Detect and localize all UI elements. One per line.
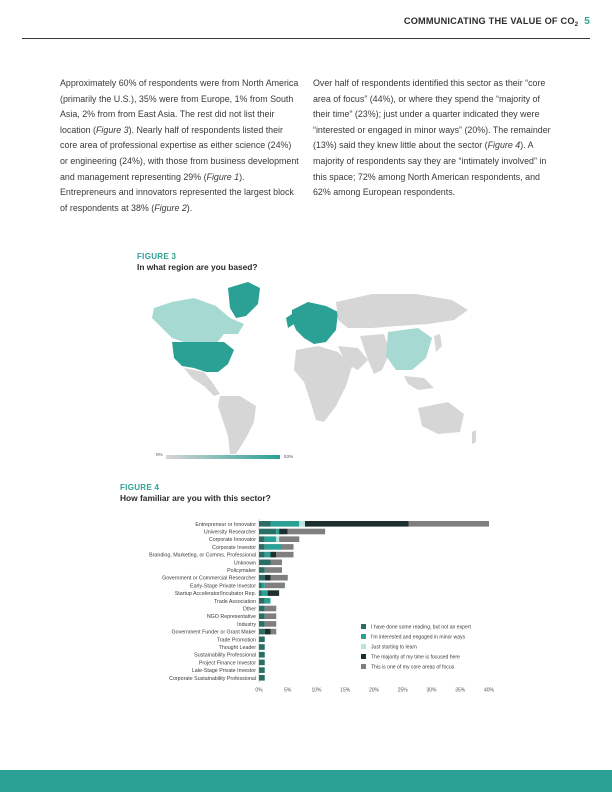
category-label: Startup Accelerator/Incubator Rep. bbox=[174, 591, 256, 598]
map-south-america bbox=[218, 396, 256, 454]
footer-band bbox=[0, 770, 612, 792]
map-mexico bbox=[184, 368, 220, 396]
category-label: Late-Stage Private Investor bbox=[191, 668, 256, 675]
bar-segment bbox=[265, 567, 282, 573]
map-greenland bbox=[228, 282, 260, 318]
legend-label: Just starting to learn bbox=[371, 644, 417, 651]
bar-segment bbox=[276, 536, 279, 542]
category-label: Branding, Marketing, or Comms. Professional bbox=[149, 552, 256, 559]
legend-swatch bbox=[361, 624, 366, 629]
bar-segment bbox=[259, 644, 265, 650]
header-title: COMMUNICATING THE VALUE OF CO bbox=[403, 16, 575, 26]
bar-segment bbox=[259, 560, 271, 566]
category-label: Trade Association bbox=[214, 598, 256, 605]
category-label: Corporate Investor bbox=[212, 544, 256, 551]
category-label: University Researcher bbox=[203, 529, 256, 536]
bar-segment bbox=[259, 652, 265, 658]
legend-label: This is one of my core areas of focus bbox=[371, 664, 455, 671]
category-label: Sustainability Professional bbox=[194, 652, 256, 659]
bar-segment bbox=[259, 660, 265, 666]
bar-segment bbox=[259, 637, 265, 643]
bar-segment bbox=[268, 590, 280, 596]
bar-segment bbox=[259, 621, 265, 627]
category-label: Thought Leader bbox=[218, 645, 256, 651]
map-europe bbox=[292, 302, 338, 344]
bar-segment bbox=[259, 521, 271, 527]
legend-swatch bbox=[361, 654, 366, 659]
bar-segment bbox=[259, 667, 265, 673]
bar-segment bbox=[259, 567, 265, 573]
bar-segment bbox=[265, 575, 271, 581]
bar-segment bbox=[265, 613, 277, 619]
bar-segment bbox=[282, 544, 294, 550]
body-column-right bbox=[313, 76, 553, 201]
text-span: ). A majority of respondents say they are “intimately involved” in this space; 72% among North American respondents, and 62% among European respondents. bbox=[313, 140, 547, 198]
map-southeast-asia bbox=[404, 376, 434, 390]
category-label: Trade Promotion bbox=[216, 637, 256, 644]
category-label: Government or Commercial Researcher bbox=[162, 575, 256, 582]
figure-ref: Figure 2 bbox=[154, 202, 187, 213]
bar-segment bbox=[259, 606, 265, 612]
x-tick-label: 30% bbox=[426, 687, 437, 694]
map-scale-bar bbox=[166, 455, 280, 459]
bar-segment bbox=[265, 583, 285, 589]
bar-segment bbox=[262, 583, 265, 589]
familiarity-bar-chart bbox=[120, 512, 500, 712]
legend-label: The majority of my time is focused here bbox=[371, 654, 460, 661]
category-label: Early-Stage Private Investor bbox=[190, 583, 256, 590]
bar-segment bbox=[262, 590, 268, 596]
text-span: Over half of respondents identified this sector as their “core area of focus” (44%), or where they spend the “majority of their time” (23%); just under a quarter indicated they were “interested or engaged in minor ways” (20%). The remainder (13%) said they knew little about the sector ( bbox=[313, 78, 551, 151]
bar-segment bbox=[265, 598, 271, 604]
x-tick-label: 5% bbox=[284, 687, 292, 694]
category-label: Corporate Sustainability Professional bbox=[169, 675, 256, 682]
bar-segment bbox=[271, 521, 300, 527]
map-australia bbox=[418, 402, 464, 434]
figure4-tag: FIGURE 4 bbox=[120, 483, 160, 492]
bar-segment bbox=[271, 629, 277, 635]
map-scale-min: 0% bbox=[156, 452, 163, 457]
category-label: Project Finance Investor bbox=[198, 660, 256, 667]
text-span: ). bbox=[186, 202, 193, 213]
figure3-question: In what region are you based? bbox=[137, 262, 258, 272]
bar-segment bbox=[259, 575, 265, 581]
category-label: Entrepreneur or Innovator bbox=[195, 521, 256, 528]
bar-segment bbox=[265, 552, 271, 558]
map-scale-max: 53% bbox=[284, 454, 294, 459]
map-new-zealand bbox=[472, 430, 476, 444]
bar-segment bbox=[265, 536, 277, 542]
category-label: Corporate Innovator bbox=[208, 537, 256, 544]
body-column-left bbox=[60, 76, 300, 216]
text-span: Approximately 60% of respondents were from North America (primarily the U.S.), 35% were from Europe, 1% from South Asia, 2% from from East Asia. The rest did not list their location ( bbox=[60, 78, 299, 135]
map-south-asia bbox=[360, 334, 390, 374]
legend-swatch bbox=[361, 644, 366, 649]
bar-segment bbox=[265, 629, 271, 635]
bar-segment bbox=[271, 552, 277, 558]
category-label: Other bbox=[242, 606, 256, 613]
figure3-tag: FIGURE 3 bbox=[137, 252, 177, 261]
figure-ref: Figure 4 bbox=[487, 140, 521, 151]
figure-ref: Figure 1 bbox=[206, 171, 240, 182]
bar-segment bbox=[259, 583, 262, 589]
bar-segment bbox=[259, 552, 265, 558]
category-label: NGO Representative bbox=[206, 614, 256, 621]
x-tick-label: 40% bbox=[483, 687, 495, 694]
bar-segment bbox=[288, 529, 325, 535]
x-tick-label: 10% bbox=[311, 687, 322, 694]
legend-label: I'm interested and engaged in minor ways bbox=[371, 634, 466, 641]
bar-segment bbox=[279, 536, 299, 542]
category-label: Unknown bbox=[233, 560, 256, 567]
bar-segment bbox=[259, 613, 265, 619]
text-span: ). Nearly half of respondents listed their core area of professional expertise as either science (24%) or engineering (24%), with those from business development and management representing 29% ( bbox=[60, 124, 299, 182]
bar-segment bbox=[259, 529, 276, 535]
bar-segment bbox=[276, 529, 279, 535]
bar-segment bbox=[271, 560, 283, 566]
bar-segment bbox=[305, 521, 409, 527]
category-label: Government Funder or Grant Maker bbox=[171, 629, 256, 636]
bar-segment bbox=[259, 675, 265, 681]
header-rule bbox=[22, 38, 590, 39]
running-header bbox=[404, 16, 590, 28]
bar-segment bbox=[259, 536, 265, 542]
legend-swatch bbox=[361, 634, 366, 639]
map-east-asia bbox=[386, 328, 432, 370]
bar-segment bbox=[276, 552, 293, 558]
page-number: 5 bbox=[584, 16, 590, 27]
text-span: ). Entrepreneurs and innovators represented the largest block of respondents at 38% ( bbox=[60, 171, 294, 213]
figure4-question: How familiar are you with this sector? bbox=[120, 493, 271, 503]
legend-swatch bbox=[361, 664, 366, 669]
bar-segment bbox=[265, 621, 277, 627]
map-russia bbox=[336, 294, 468, 328]
bar-segment bbox=[259, 544, 265, 550]
bar-segment bbox=[265, 606, 277, 612]
figure-ref: Figure 3 bbox=[96, 124, 129, 135]
world-map bbox=[132, 272, 482, 462]
bar-segment bbox=[279, 529, 288, 535]
bar-segment bbox=[259, 590, 262, 596]
map-japan bbox=[434, 334, 442, 352]
header-subscript: 2 bbox=[574, 22, 579, 28]
bar-segment bbox=[259, 598, 265, 604]
x-tick-label: 25% bbox=[397, 687, 408, 694]
x-tick-label: 0% bbox=[255, 687, 263, 694]
bar-segment bbox=[259, 629, 265, 635]
category-label: Policymaker bbox=[227, 568, 256, 574]
x-tick-label: 15% bbox=[340, 687, 351, 694]
x-tick-label: 20% bbox=[368, 687, 380, 694]
category-label: Industry bbox=[237, 621, 256, 628]
bar-segment bbox=[265, 544, 282, 550]
map-usa bbox=[172, 342, 234, 372]
bar-segment bbox=[299, 521, 305, 527]
bar-segment bbox=[409, 521, 490, 527]
legend-label: I have done some reading, but not an expert bbox=[371, 624, 471, 631]
bar-segment bbox=[271, 575, 288, 581]
x-tick-label: 35% bbox=[455, 687, 466, 694]
